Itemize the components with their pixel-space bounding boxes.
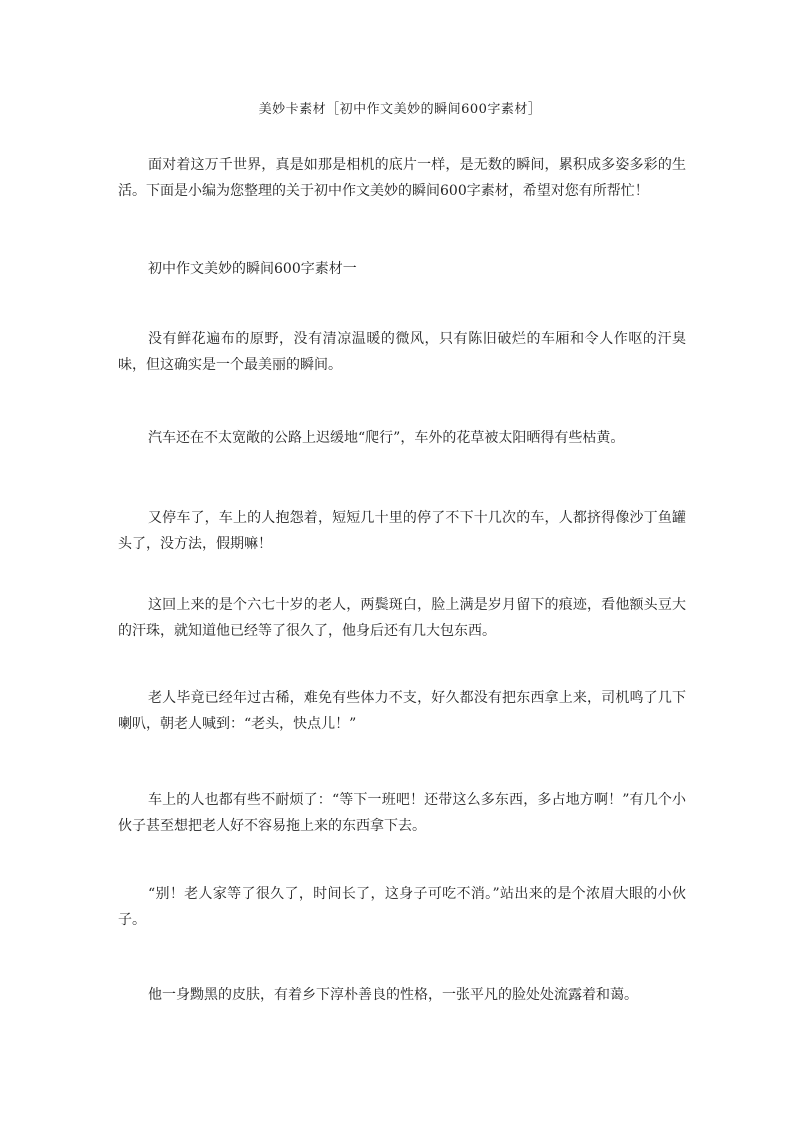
body-paragraph: 车上的人也都有些不耐烦了：“等下一班吧！还带这么多东西，多占地方啊！”有几个小伙子甚至想把老人好不容易拖上来的东西拿下去。	[118, 792, 686, 834]
intro-paragraph: 面对着这万千世界，真是如那是相机的底片一样，是无数的瞬间，累积成多姿多彩的生活。下面是小编为您整理的关于初中作文美妙的瞬间600字素材，希望对您有所帮忙！	[118, 157, 686, 199]
body-paragraph: “别！老人家等了很久了，时间长了，这身子可吃不消。”站出来的是个浓眉大眼的小伙子。	[118, 886, 686, 928]
body-paragraph: 老人毕竟已经年过古稀，难免有些体力不支，好久都没有把东西拿上来，司机鸣了几下喇叭，朝老人喊到：“老头，快点儿！”	[118, 690, 686, 732]
document-title: 美妙卡素材［初中作文美妙的瞬间600字素材］	[258, 102, 542, 117]
section-heading: 初中作文美妙的瞬间600字素材一	[148, 261, 357, 277]
body-paragraph: 这回上来的是个六七十岁的老人，两鬓斑白，脸上满是岁月留下的痕迹，看他额头豆大的汗珠，就知道他已经等了很久了，他身后还有几大包东西。	[118, 597, 686, 639]
body-paragraph: 没有鲜花遍布的原野，没有清凉温暖的微风，只有陈旧破烂的车厢和令人作呕的汗臭味，但这确实是一个最美丽的瞬间。	[118, 331, 686, 373]
body-paragraph: 他一身黝黑的皮肤，有着乡下淳朴善良的性格，一张平凡的脸处处流露着和蔼。	[148, 987, 638, 1003]
body-paragraph: 汽车还在不太宽敞的公路上迟缓地“爬行”，车外的花草被太阳晒得有些枯黄。	[148, 430, 625, 446]
body-paragraph: 又停车了，车上的人抱怨着，短短几十里的停了不下十几次的车，人都挤得像沙丁鱼罐头了，没方法，假期嘛！	[118, 510, 686, 552]
